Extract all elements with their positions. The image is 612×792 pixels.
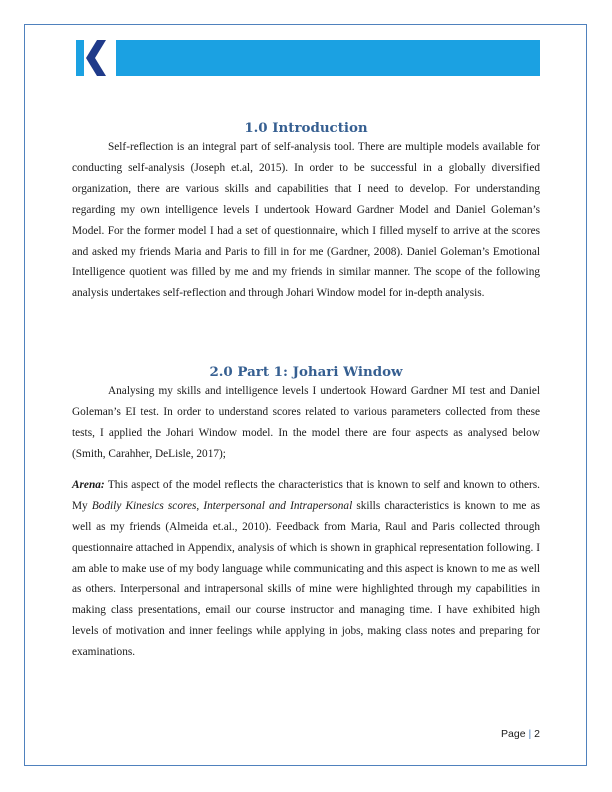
document-body (72, 119, 540, 663)
page-number: 2 (534, 728, 540, 740)
part1-paragraph: Analysing my skills and intelligence levels I undertook Howard Gardner MI test and Daniel Goleman’s EI test. In order to understand scores related to various parameters collected from these tests, I applied the Johari Window model. In the model there are four aspects as analysed below (Smith, Carahher, DeLisle, 2017); (72, 385, 540, 460)
arena-text-2: , (196, 499, 204, 512)
intro-paragraph: Self-reflection is an integral part of self-analysis tool. There are multiple models available for conducting self-analysis (Joseph et.al, 2015). In order to be successful in a globally diversified organization, there are various skills and capabilities that I need to develop. For understanding regarding my own intelligence levels I undertook Howard Gardner Model and Daniel Goleman’s Model. For the former model I had a set of questionnaire, which I filled myself to arrive at the scores and asked my friends Maria and Paris to fill in for me (Gardner, 2008). Daniel Goleman’s Emotional Intelligence quotient was filled by me and my friends in similar manner. The scope of the following analysis undertakes self-reflection and through Johari Window model for in-depth analysis. (72, 141, 540, 300)
page-footer (470, 728, 540, 740)
arena-italic-2: Interpersonal and Intrapersonal (203, 499, 353, 512)
intro-heading: 1.0 Introduction (244, 120, 368, 136)
part1-heading: 2.0 Part 1: Johari Window (209, 364, 403, 381)
page-separator: | (528, 728, 532, 740)
arena-label: Arena: (72, 478, 105, 491)
header-bar (116, 40, 540, 76)
page-label: Page (501, 728, 526, 740)
arena-text-1: This aspect of the model reflects the characteristics that is known to self and known to others. My (72, 478, 540, 512)
arena-text-3: skills characteristics is known to me as well as my friends (Almeida et.al., 2010). Feedback from Maria, Raul and Paris collected through questionnaire attached in Appendix, analysis of which is shown in graphical representation following. I am able to make use of my body language while communicating and this aspect is known to me as well as others. Interpersonal and intrapersonal skills of mine were highlighted through my capabilities in making class presentations, email our course instructor and managing time. I have exhibited high levels of motivation and inner feelings while applying in jobs, making class notes and preparing for examinations. (72, 499, 540, 659)
arena-italic-1: Bodily Kinesics scores (91, 499, 197, 512)
logo-k-icon (76, 40, 110, 76)
arena-paragraph (72, 475, 540, 663)
